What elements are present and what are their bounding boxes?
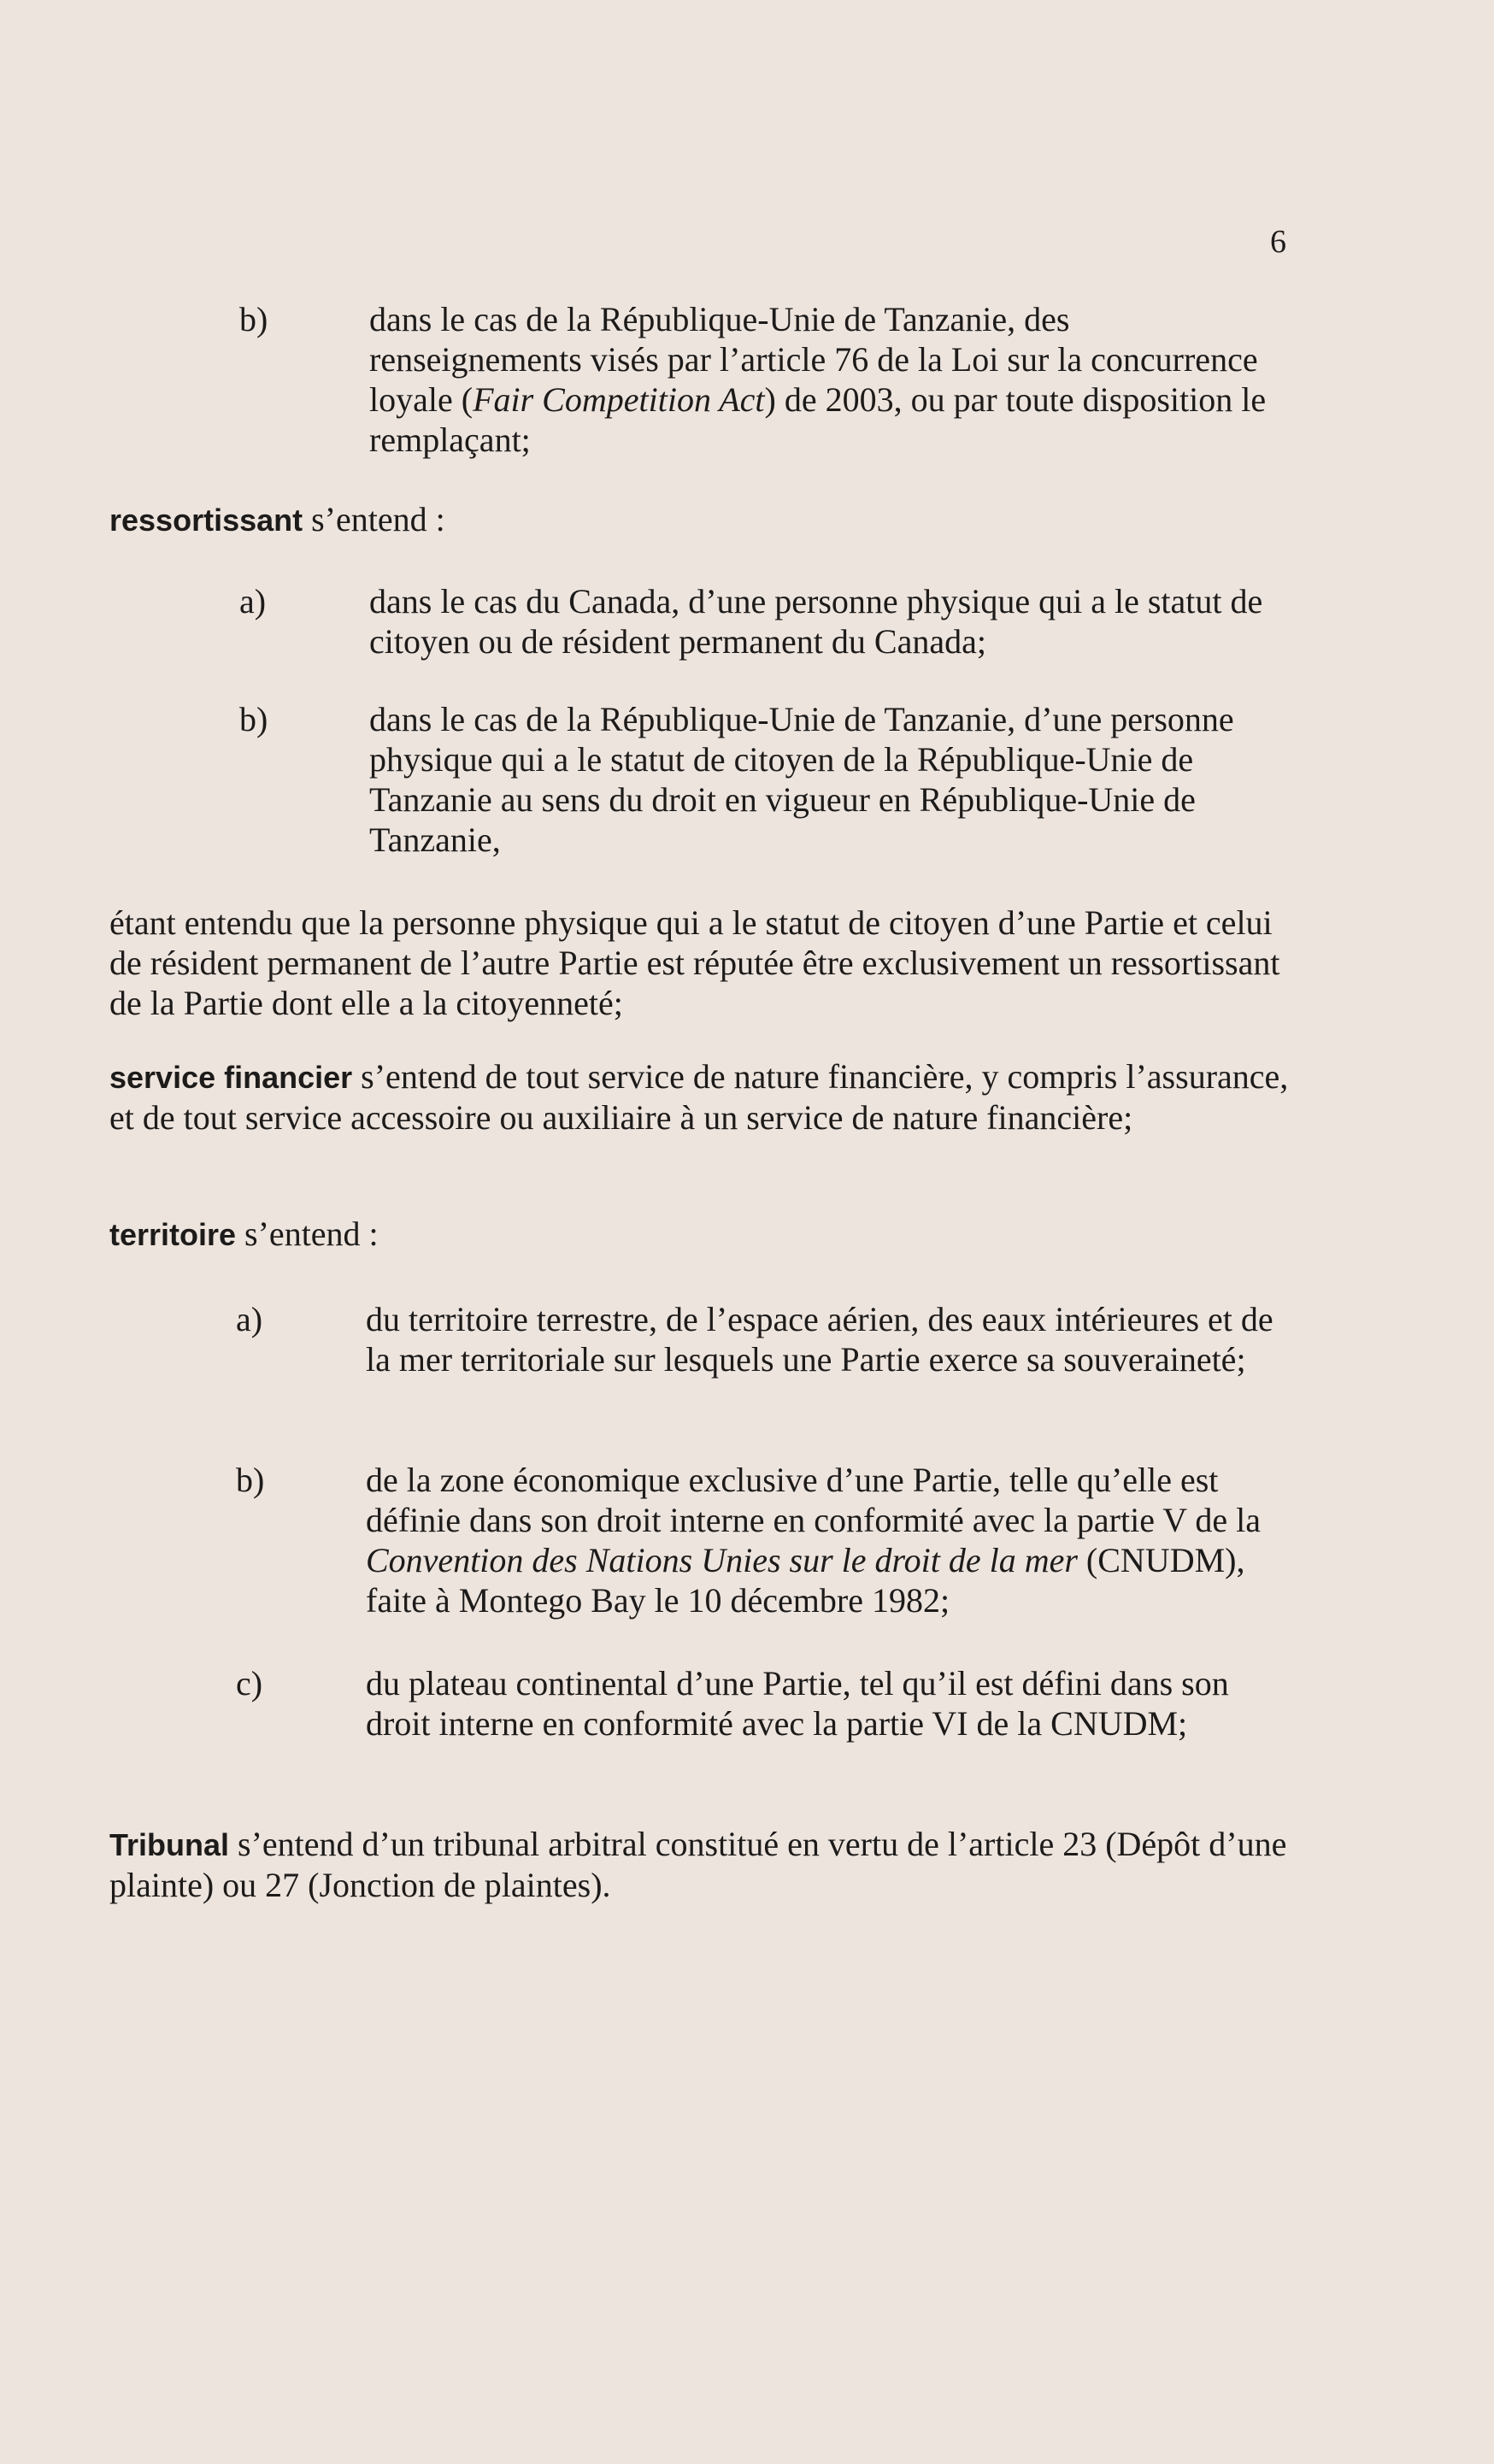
definition-intro: s’entend : (303, 500, 445, 538)
item-label: b) (236, 1461, 265, 1499)
definition-intro: s’entend : (236, 1214, 379, 1253)
definition-text: s’entend d’un tribunal arbitral constitué en vertu de l’article 23 (Dépôt d’une plainte) ou 27 (Jonction de plaintes). (109, 1825, 1287, 1904)
definition-text: s’entend de tout service de nature financière, y compris l’assurance, et de tout service accessoire ou auxiliaire à un service de nature financière; (109, 1057, 1289, 1137)
item-label: a) (239, 582, 267, 620)
definition-service-financier (109, 1056, 1289, 1138)
definition-tribunal (109, 1824, 1289, 1905)
text-segment: (CNUDM), faite à Montego Bay le 10 décembre 1982; (366, 1541, 1245, 1620)
item-text (369, 299, 1275, 460)
item-label: a) (236, 1300, 263, 1338)
item-text: du territoire terrestre, de l’espace aérien, des eaux intérieures et de la mer territoriale sur lesquels une Partie exerce sa souveraineté; (366, 1300, 1273, 1379)
text-segment: ) de 2003, ou par toute disposition le remplaçant; (369, 380, 1267, 459)
item-label: c) (236, 1664, 263, 1702)
item-text: du plateau continental d’une Partie, tel qu’il est défini dans son droit interne en conformité avec la partie VI de la CNUDM; (366, 1664, 1229, 1743)
item-label: b) (239, 700, 268, 738)
ressortissant-closing: étant entendu que la personne physique qui a le statut de citoyen d’une Partie et celui de résident permanent de l’autre Partie est réputée être exclusivement un ressortissant de la Partie dont elle a la citoyenneté; (109, 903, 1280, 1022)
defined-term: Tribunal (109, 1827, 230, 1862)
text-segment: de la zone économique exclusive d’une Partie, telle qu’elle est définie dans son droit interne en conformité avec la partie V de la (366, 1461, 1262, 1539)
item-text: dans le cas de la République-Unie de Tanzanie, d’une personne physique qui a le statut de citoyen de la République-Unie de Tanzanie au sens du droit en vigueur en République-Unie de Tanzanie, (369, 700, 1234, 859)
defined-term: ressortissant (109, 503, 303, 538)
item-text: dans le cas du Canada, d’une personne physique qui a le statut de citoyen ou de résident permanent du Canada; (369, 582, 1263, 661)
defined-term: territoire (109, 1217, 237, 1252)
definition-ressortissant (109, 499, 1289, 540)
text-segment: dans le cas de la République-Unie de Tanzanie, des renseignements visés par l’article 76 de la Loi sur la concurrence loyale ( (369, 300, 1258, 419)
defined-term: service financier (109, 1060, 353, 1095)
definition-territoire (109, 1214, 1289, 1255)
item-text (366, 1460, 1289, 1620)
page-number: 6 (1270, 224, 1286, 260)
item-label: b) (239, 300, 268, 338)
italic-convention-name: Convention des Nations Unies sur le droit de la mer (366, 1541, 1078, 1579)
italic-act-name: Fair Competition Act (473, 380, 765, 419)
